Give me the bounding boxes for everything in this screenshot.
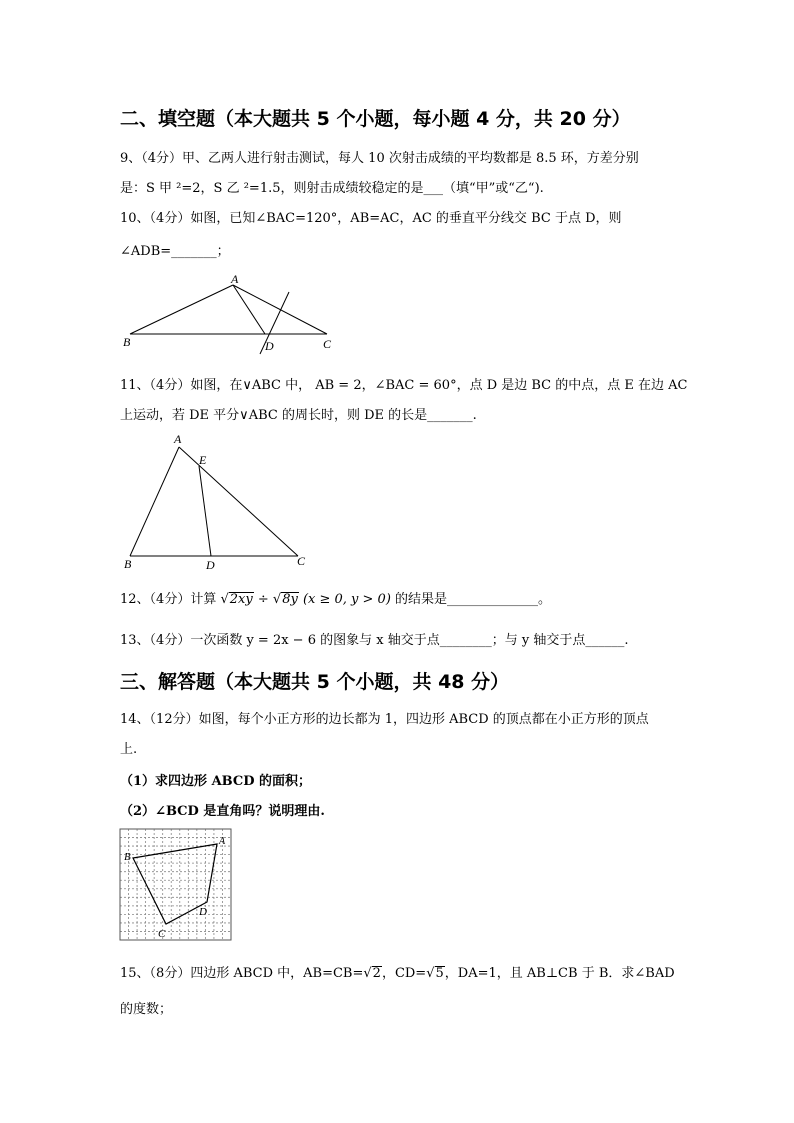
q10-line1: 10、（4分）如图，已知∠BAC=120°，AB=AC，AC 的垂直平分线交 BC 于点 D，则 (120, 211, 622, 226)
q15-radicand-5: 5 (435, 966, 444, 981)
q12-sqrt-a: √2xy (220, 592, 253, 607)
q10-label-d: D (265, 339, 274, 353)
q14-part1: （1）求四边形 ABCD 的面积； (120, 774, 312, 789)
q15-suffix: ，DA=1，且 AB⊥CB 于 B．求∠BAD (444, 966, 675, 981)
q11-label-d: D (206, 558, 215, 570)
q12-condition: (x ≥ 0, y > 0) (302, 592, 391, 607)
q15-prefix: 15、（8分）四边形 ABCD 中，AB=CB= (120, 966, 364, 981)
q12-line (120, 588, 551, 607)
q10-segment-ba (130, 285, 233, 334)
q11-label-a: A (174, 432, 182, 446)
q14-grid-border (120, 829, 231, 940)
q11-segment-ba (130, 447, 179, 556)
q12-suffix: 的结果是______________。 (395, 592, 552, 607)
q15-sqrt-5: √5 (426, 966, 444, 981)
q11-segment-ac (179, 447, 298, 556)
q10-segment-ad (233, 285, 265, 334)
q15-mid: ，CD= (381, 966, 427, 981)
q11-label-e: E (199, 453, 207, 467)
q14-dashed-grid (120, 829, 231, 940)
q10-segment-ac (233, 285, 327, 334)
q11-line2: 上运动，若 DE 平分∨ABC 的周长时，则 DE 的长是_______. (120, 408, 477, 423)
q11-label-b: B (124, 557, 132, 570)
q11-segment-de (199, 466, 211, 556)
q11-triangle-figure (118, 430, 318, 570)
q10-label-a: A (231, 272, 239, 286)
q12-radicand-a: 2xy (229, 592, 253, 607)
q14-label-b: B (124, 851, 131, 863)
q14-line1: 14、（12分）如图，每个小正方形的边长都为 1，四边形 ABCD 的顶点都在小正方形的顶点 (120, 712, 649, 727)
q10-label-c: C (323, 337, 332, 351)
q15-radicand-2: 2 (372, 966, 381, 981)
q12-divide: ÷ (253, 592, 273, 607)
q14-label-c: C (158, 928, 166, 940)
q14-label-a: A (219, 836, 226, 847)
q12-sqrt-b: √8y (272, 592, 298, 607)
q14-grid-figure (119, 828, 233, 942)
q12-radicand-b: 8y (282, 592, 298, 607)
q9-line1: 9、（4分）甲、乙两人进行射击测试，每人 10 次射击成绩的平均数都是 8.5 环，方差分别 (120, 151, 639, 166)
q14-label-d: D (199, 906, 207, 918)
q15-line2: 的度数； (120, 1002, 173, 1017)
q11-line1: 11、（4分）如图，在∨ABC 中， AB = 2，∠BAC = 60°，点 D 是边 BC 的中点，点 E 在边 AC (120, 378, 688, 393)
q15-sqrt-2: √2 (363, 966, 381, 981)
q14-part2: （2）∠BCD 是直角吗？说明理由. (120, 804, 325, 819)
section-3-title: 三、解答题（本大题共 5 个小题，共 48 分） (120, 671, 510, 693)
q13-line: 13、（4分）一次函数 y = 2x − 6 的图象与 x 轴交于点________；与 y 轴交于点______. (120, 633, 629, 648)
q11-label-c: C (297, 554, 306, 568)
q10-triangle-figure (115, 270, 345, 360)
q15-line1 (120, 962, 675, 981)
q9-line2: 是：S 甲 ²=2，S 乙 ²=1.5，则射击成绩较稳定的是___（填“甲”或“乙“). (120, 181, 544, 196)
q14-line2: 上. (120, 742, 138, 757)
q12-prefix: 12、（4分）计算 (120, 592, 217, 607)
q10-line2: ∠ADB=_______； (120, 244, 230, 259)
q10-label-b: B (123, 335, 131, 349)
section-2-title: 二、填空题（本大题共 5 个小题，每小题 4 分，共 20 分） (120, 108, 631, 130)
